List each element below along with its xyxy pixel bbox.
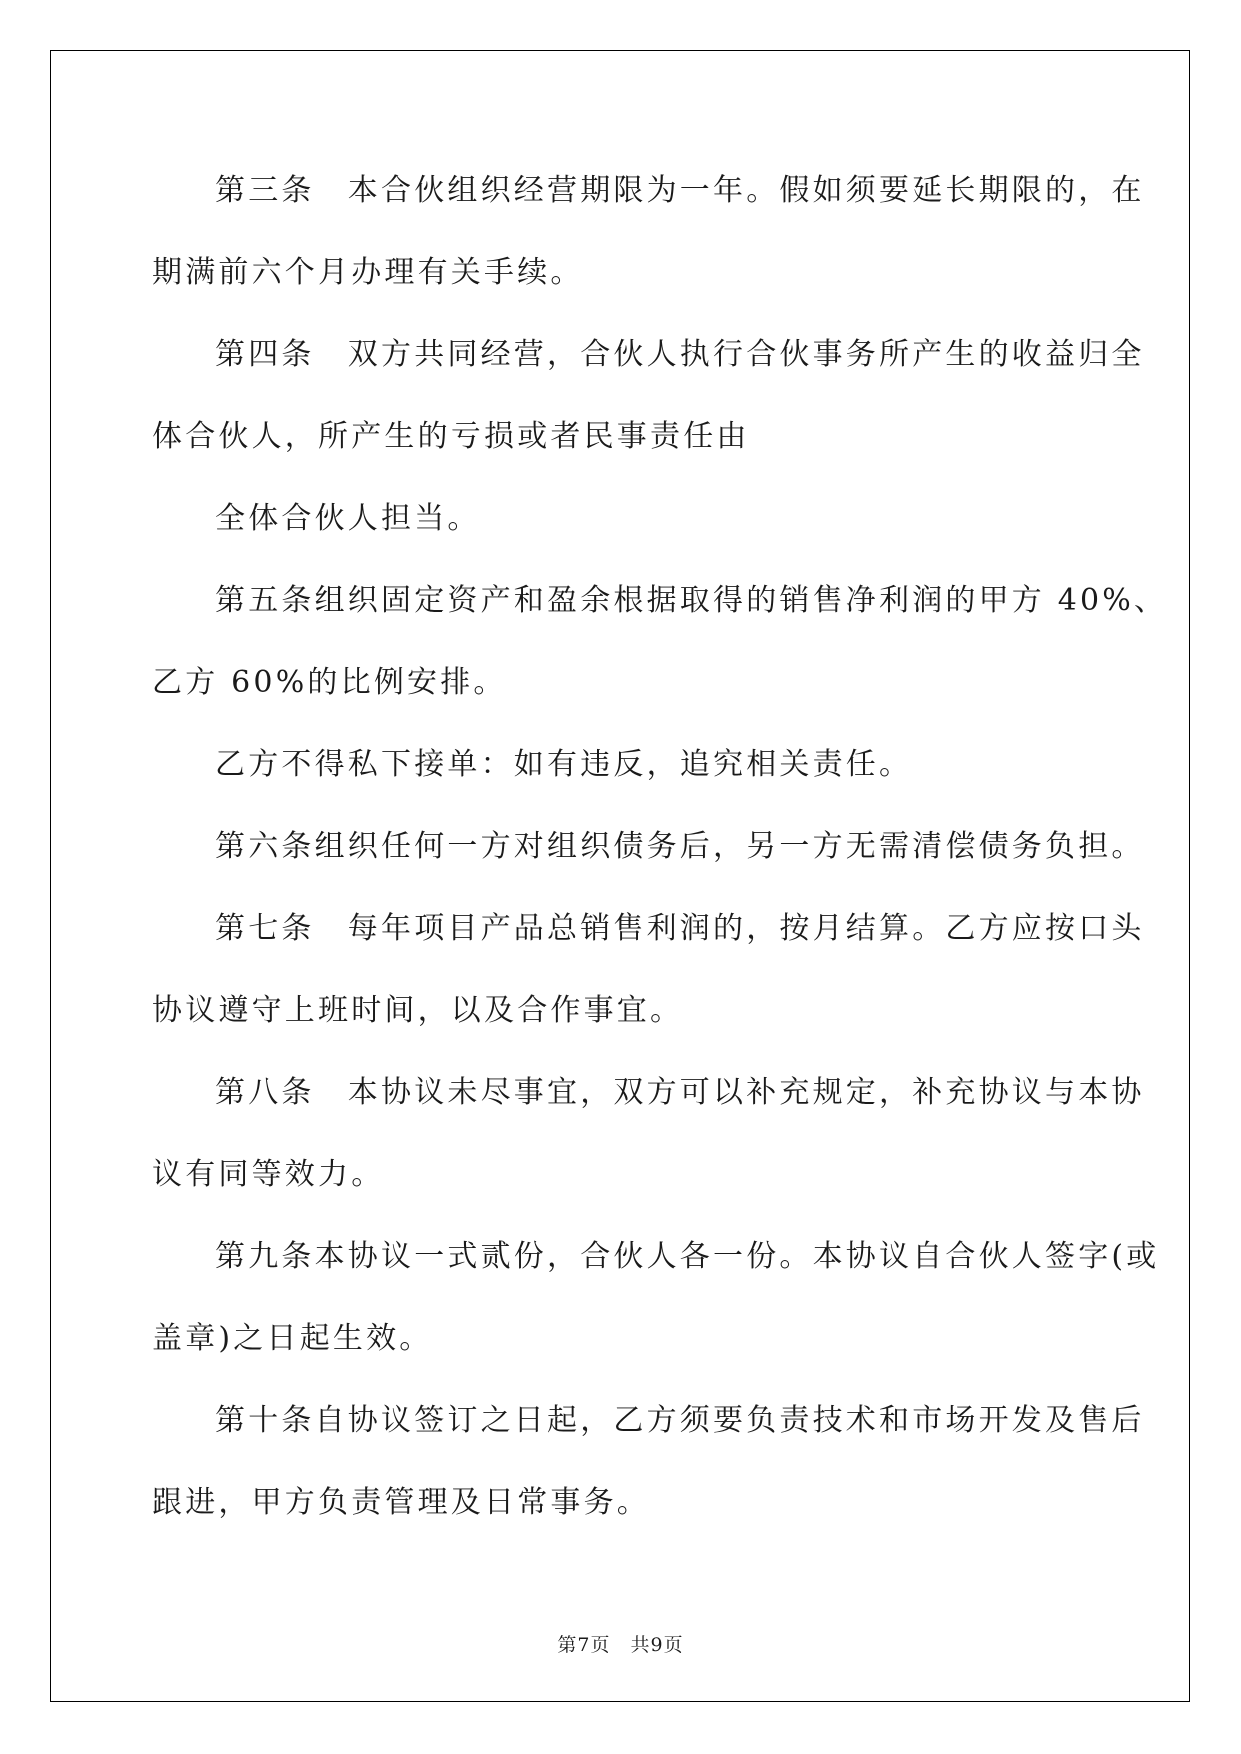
page-number-footer: 第7页 共9页 bbox=[557, 1634, 684, 1656]
article-9-line-2: 盖章)之日起生效。 bbox=[152, 1321, 433, 1356]
article-6-line-1: 第六条组织任何一方对组织债务后，另一方无需清偿债务负担。 bbox=[215, 829, 1145, 864]
article-5-line-2: 乙方 60%的比例安排。 bbox=[152, 665, 507, 700]
article-5-line-1: 第五条组织固定资产和盈余根据取得的销售净利润的甲方 40%、 bbox=[215, 583, 1168, 618]
article-3-line-1: 第三条 本合伙组织经营期限为一年。假如须要延长期限的，在 bbox=[215, 173, 1145, 208]
article-10-line-1: 第十条自协议签订之日起，乙方须要负责技术和市场开发及售后 bbox=[215, 1403, 1145, 1438]
article-7-line-2: 协议遵守上班时间，以及合作事宜。 bbox=[152, 993, 684, 1028]
article-8-line-2: 议有同等效力。 bbox=[152, 1157, 385, 1192]
article-3-line-2: 期满前六个月办理有关手续。 bbox=[152, 255, 584, 290]
article-9-line-1: 第九条本协议一式贰份，合伙人各一份。本协议自合伙人签字(或 bbox=[215, 1239, 1160, 1274]
article-4-line-3: 全体合伙人担当。 bbox=[215, 501, 481, 536]
article-8-line-1: 第八条 本协议未尽事宜，双方可以补充规定，补充协议与本协 bbox=[215, 1075, 1145, 1110]
article-10-line-2: 跟进，甲方负责管理及日常事务。 bbox=[152, 1485, 650, 1520]
article-4-line-1: 第四条 双方共同经营，合伙人执行合伙事务所产生的收益归全 bbox=[215, 337, 1145, 372]
page-border bbox=[50, 50, 1190, 1702]
article-4-line-2: 体合伙人，所产生的亏损或者民事责任由 bbox=[152, 419, 750, 454]
article-5-line-3: 乙方不得私下接单：如有违反，追究相关责任。 bbox=[215, 747, 913, 782]
article-7-line-1: 第七条 每年项目产品总销售利润的，按月结算。乙方应按口头 bbox=[215, 911, 1145, 946]
